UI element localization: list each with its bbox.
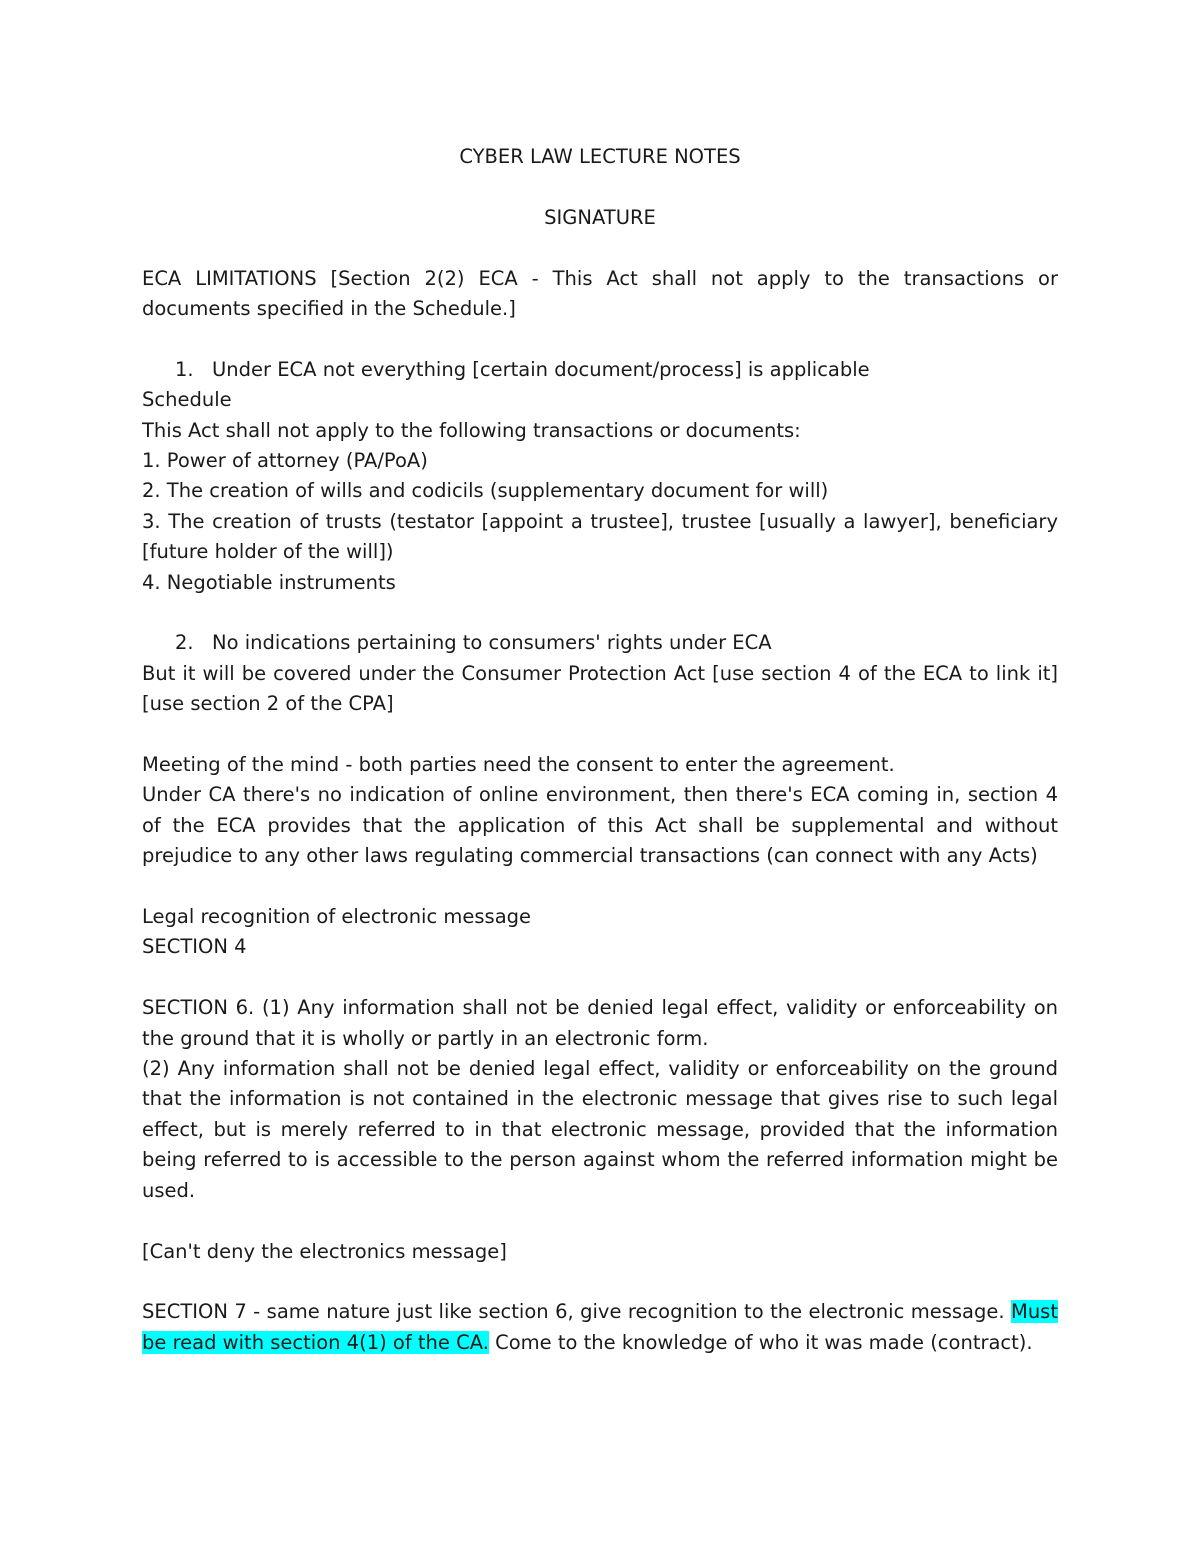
section-7-text-end: Come to the knowledge of who it was made (contract). (488, 1330, 1033, 1354)
spacer (142, 233, 1058, 263)
spacer (142, 963, 1058, 993)
spacer (142, 872, 1058, 902)
legal-recognition-heading: Legal recognition of electronic message (142, 905, 532, 929)
spacer (142, 324, 1058, 354)
schedule-list-item: 4. Negotiable instruments (142, 570, 396, 594)
section-6-1-paragraph: SECTION 6. (1) Any information shall not be denied legal effect, validity or enforceability on the ground that it is wholly or partly in an electronic form. (142, 996, 1058, 1050)
cpa-note-paragraph: But it will be covered under the Consumer Protection Act [use section 4 of the ECA to link it] [use section 2 of the CPA] (142, 661, 1058, 716)
numbered-item-2-text: No indications pertaining to consumers' rights under ECA (212, 631, 772, 655)
spacer (142, 720, 1058, 750)
document-subtitle: SIGNATURE (544, 205, 656, 229)
document-page (142, 142, 1058, 1358)
under-ca-paragraph: Under CA there's no indication of online environment, then there's ECA coming in, section 4 of the ECA provides that the application of this Act shall be supplemental and without prejudice to any other laws regulating commercial transactions (can connect with any Acts) (142, 783, 1058, 868)
numbered-item-1 (142, 355, 1058, 385)
section-7-highlight: Must be read with section 4(1) of the CA. (142, 1300, 1058, 1354)
schedule-list-item: 1. Power of attorney (PA/PoA) (142, 449, 428, 473)
section-7-paragraph (142, 1297, 1058, 1358)
section-6-2-paragraph: (2) Any information shall not be denied legal effect, validity or enforceability on the ground that the information is not contained in the electronic message that gives rise to such legal effect, but is merely referred to in that electronic message, provided that the information being referred to is accessible to the person against whom the referred information might be used. (142, 1057, 1058, 1202)
numbered-item-1-text: Under ECA not everything [certain document/process] is applicable (212, 357, 870, 381)
spacer (142, 1267, 1058, 1297)
schedule-heading: Schedule (142, 388, 232, 412)
cant-deny-note: [Can't deny the electronics message] (142, 1239, 507, 1263)
numbered-item-2 (142, 628, 1058, 658)
schedule-intro: This Act shall not apply to the following transactions or documents: (142, 418, 801, 442)
section-7-text-start: SECTION 7 - same nature just like section 6, give recognition to the electronic message. (142, 1300, 1011, 1324)
spacer (142, 172, 1058, 202)
numbered-item-2-number: 2. (175, 631, 194, 655)
spacer (142, 1206, 1058, 1236)
section-4-heading: SECTION 4 (142, 935, 247, 959)
schedule-list-item: 2. The creation of wills and codicils (supplementary document for will) (142, 479, 829, 503)
eca-limitations-paragraph: ECA LIMITATIONS [Section 2(2) ECA - This Act shall not apply to the transactions or documents specified in the Schedule.] (142, 266, 1058, 320)
meeting-of-mind-paragraph: Meeting of the mind - both parties need the consent to enter the agreement. (142, 753, 895, 777)
schedule-list-item: 3. The creation of trusts (testator [appoint a trustee], trustee [usually a lawyer], beneficiary [future holder of the will]) (142, 509, 1058, 564)
document-title: CYBER LAW LECTURE NOTES (459, 145, 741, 168)
spacer (142, 598, 1058, 628)
numbered-item-1-number: 1. (175, 357, 194, 381)
